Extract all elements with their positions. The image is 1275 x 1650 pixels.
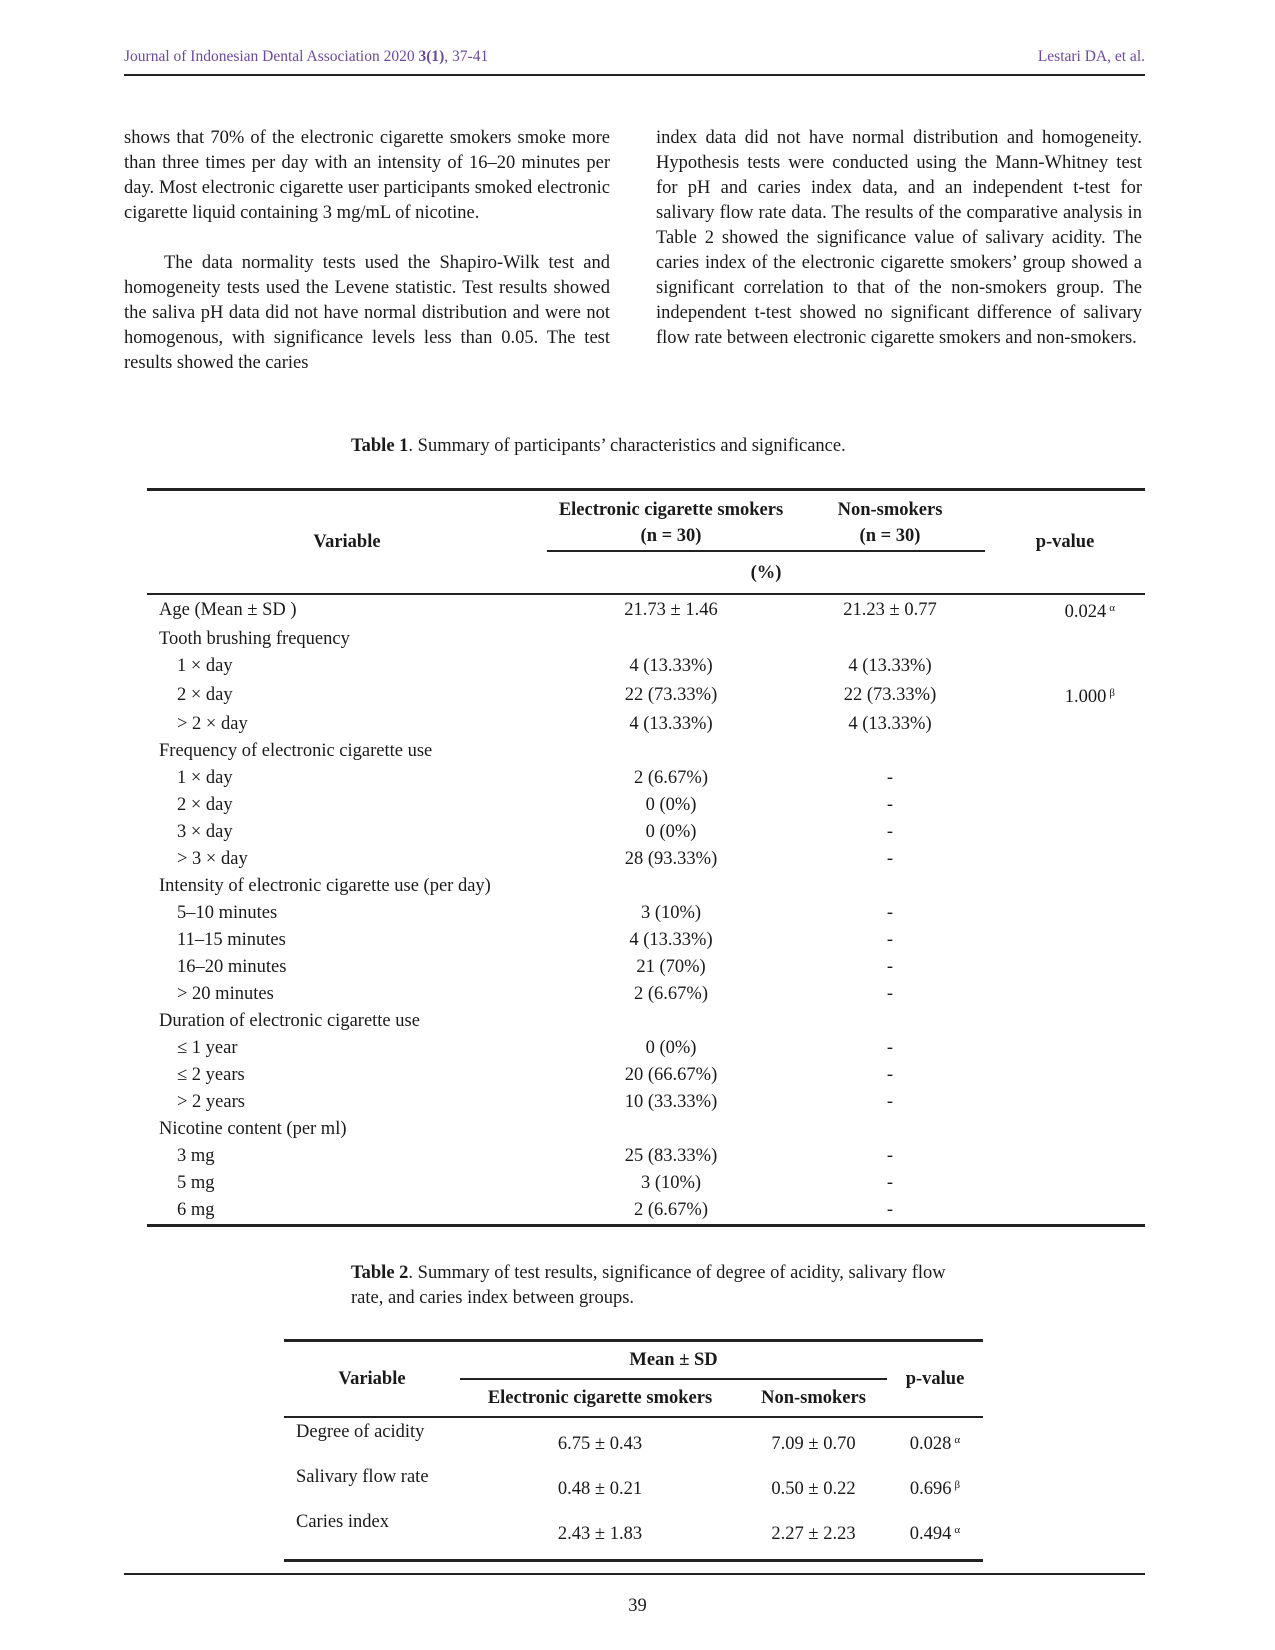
cell-non: - — [886, 1092, 894, 1112]
cell-ecig: 4 (13.33%) — [629, 930, 713, 950]
row-label: > 2 × day — [177, 714, 248, 734]
cell-non: - — [886, 1200, 894, 1220]
cell-non: - — [886, 1146, 894, 1166]
cell-non: - — [886, 930, 894, 950]
superscript: α — [954, 1524, 961, 1536]
cell-non: - — [886, 957, 894, 977]
row-label: ≤ 2 years — [177, 1065, 245, 1085]
pvalue: 1.000 — [1064, 687, 1107, 707]
row-label: 16–20 minutes — [177, 957, 287, 977]
cell-non: 4 (13.33%) — [848, 714, 932, 734]
cell-non: - — [886, 1065, 894, 1085]
cell-non: - — [886, 849, 894, 869]
journal-pages: , 37-41 — [444, 48, 489, 65]
cell-non: 2.27 ± 2.23 — [771, 1524, 856, 1544]
cell-non: - — [886, 984, 894, 1004]
row-label: 5 mg — [177, 1173, 215, 1193]
row-label: Nicotine content (per ml) — [159, 1119, 347, 1139]
cell-ecig: 10 (33.33%) — [624, 1092, 718, 1112]
pvalue: 0.494 — [909, 1524, 952, 1544]
pvalue: 0.028 — [909, 1434, 952, 1454]
superscript: α — [1109, 602, 1115, 614]
row-label: 2 × day — [177, 685, 233, 705]
header-variable: Variable — [338, 1368, 406, 1389]
footer-divider — [124, 1573, 1145, 1575]
cell-pvalue — [985, 594, 1145, 626]
cell-ecig: 20 (66.67%) — [624, 1065, 718, 1085]
header-ecig — [547, 490, 795, 550]
row-label: > 20 minutes — [177, 984, 274, 1004]
cell-ecig: 28 (93.33%) — [624, 849, 718, 869]
row-label: Frequency of electronic cigarette use — [159, 741, 433, 761]
cell-non: - — [886, 795, 894, 815]
caption-label: Table 2 — [351, 1263, 409, 1283]
cell-ecig: 2 (6.67%) — [634, 984, 708, 1004]
row-label: 11–15 minutes — [177, 930, 286, 950]
journal-name: Journal of Indonesian Dental Association 2020 — [124, 48, 419, 65]
cell-non: - — [886, 822, 894, 842]
row-label: 1 × day — [177, 656, 233, 676]
row-label: Salivary flow rate — [296, 1467, 429, 1487]
cell-ecig: 21.73 ± 1.46 — [624, 600, 718, 620]
cell-non: - — [886, 903, 894, 923]
journal-volume: 3(1) — [418, 48, 445, 65]
cell-pvalue — [887, 1417, 983, 1463]
paragraph: shows that 70% of the electronic cigarette smokers smoke more than three times per day with an intensity of 16–20 minutes per day. Most electronic cigarette user participants smoked electronic cigarette liquid containing 3 mg/mL of nicotine. — [124, 128, 610, 223]
cell-ecig: 0 (0%) — [645, 795, 697, 815]
header-pvalue: p-value — [1035, 531, 1095, 552]
cell-pvalue — [887, 1463, 983, 1508]
cell-ecig: 21 (70%) — [636, 957, 706, 977]
caption-text: . Summary of participants’ characteristics and significance. — [408, 436, 846, 456]
cell-ecig: 2 (6.67%) — [634, 1200, 708, 1220]
row-label: 2 × day — [177, 795, 233, 815]
paragraph: index data did not have normal distribution and homogeneity. Hypothesis tests were conducted using the Mann-Whitney test for pH and caries index data, and an independent t-test for salivary flow rate data. The results of the comparative analysis in Table 2 showed the significance value of salivary acidity. The caries index of the electronic cigarette smokers’ group showed a significant correlation to that of the non-smokers group. The independent t-test showed no significant difference of salivary flow rate between electronic cigarette smokers and non-smokers. — [656, 128, 1142, 348]
header-non — [795, 490, 985, 550]
paragraph: The data normality tests used the Shapiro-Wilk test and homogeneity tests used the Levene statistic. Test results showed the saliva pH data did not have normal distribution and were not homogenous, with significance levels less than 0.05. The test results showed the caries — [124, 253, 610, 373]
row-label: Age (Mean ± SD ) — [159, 600, 297, 620]
header-non-label: Non-smokers — [837, 500, 943, 520]
cell-ecig: 25 (83.33%) — [624, 1146, 718, 1166]
cell-ecig: 6.75 ± 0.43 — [557, 1434, 643, 1454]
superscript: α — [954, 1434, 961, 1446]
cell-ecig: 4 (13.33%) — [629, 656, 713, 676]
cell-ecig: 3 (10%) — [640, 1173, 702, 1193]
cell-ecig: 3 (10%) — [640, 903, 702, 923]
row-label: 3 × day — [177, 822, 233, 842]
row-label: ≤ 1 year — [177, 1038, 238, 1058]
table2 — [284, 1339, 983, 1562]
caption-text: . Summary of test results, significance of degree of acidity, salivary flow rate, and caries index between groups. — [351, 1263, 946, 1308]
header-authors: Lestari DA, et al. — [1037, 48, 1145, 65]
row-label: Intensity of electronic cigarette use (per day) — [159, 876, 491, 896]
row-label: > 2 years — [177, 1092, 245, 1112]
row-label: Tooth brushing frequency — [159, 629, 350, 649]
header-ecig-n: (n = 30) — [640, 526, 702, 546]
superscript: β — [954, 1479, 961, 1491]
right-column — [656, 126, 1142, 351]
cell-ecig: 4 (13.33%) — [629, 714, 713, 734]
table1-caption — [351, 434, 846, 459]
row-label: Degree of acidity — [296, 1422, 425, 1442]
table1 — [147, 488, 1145, 1227]
header-non: Non-smokers — [761, 1387, 866, 1408]
pvalue: 0.024 — [1064, 602, 1107, 622]
row-label: 1 × day — [177, 768, 233, 788]
cell-ecig: 0.48 ± 0.21 — [557, 1479, 643, 1499]
cell-ecig: 2.43 ± 1.83 — [557, 1524, 643, 1544]
cell-ecig: 0 (0%) — [645, 822, 697, 842]
cell-non: 4 (13.33%) — [848, 656, 932, 676]
cell-pvalue — [985, 680, 1145, 711]
header-variable: Variable — [313, 531, 381, 552]
header-pvalue: p-value — [905, 1368, 965, 1389]
row-label: 3 mg — [177, 1146, 215, 1166]
cell-non: 22 (73.33%) — [843, 685, 937, 705]
superscript: β — [1109, 687, 1115, 699]
cell-non: - — [886, 768, 894, 788]
pvalue: 0.696 — [909, 1479, 952, 1499]
cell-non: 21.23 ± 0.77 — [843, 600, 937, 620]
row-label: 5–10 minutes — [177, 903, 278, 923]
cell-ecig: 22 (73.33%) — [624, 685, 718, 705]
row-label: 6 mg — [177, 1200, 215, 1220]
caption-label: Table 1 — [351, 436, 409, 456]
cell-non: 0.50 ± 0.22 — [771, 1479, 856, 1499]
cell-non: - — [886, 1173, 894, 1193]
cell-ecig: 2 (6.67%) — [634, 768, 708, 788]
header-mean-sd: Mean ± SD — [460, 1341, 887, 1380]
left-column — [124, 126, 610, 376]
header-ecig-label: Electronic cigarette smokers — [558, 500, 784, 520]
row-label: Caries index — [296, 1512, 389, 1532]
cell-ecig: 0 (0%) — [645, 1038, 697, 1058]
header-ecig: Electronic cigarette smokers — [487, 1387, 713, 1408]
row-label: > 3 × day — [177, 849, 248, 869]
cell-non: - — [886, 1038, 894, 1058]
journal-citation — [124, 48, 488, 66]
header-non-n: (n = 30) — [859, 526, 921, 546]
cell-non: 7.09 ± 0.70 — [771, 1434, 856, 1454]
cell-pvalue — [887, 1508, 983, 1561]
table2-caption — [351, 1261, 951, 1311]
running-header — [124, 46, 1145, 76]
row-label: Duration of electronic cigarette use — [159, 1011, 420, 1031]
header-unit: (%) — [750, 562, 782, 583]
page-number: 39 — [628, 1596, 647, 1616]
